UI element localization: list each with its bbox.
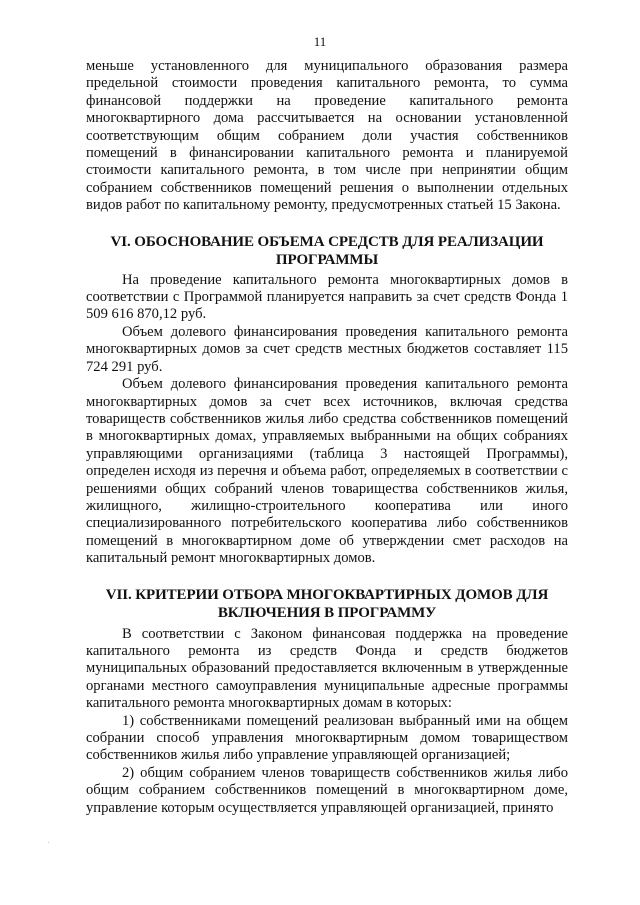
scan-speck: [48, 842, 49, 843]
paragraph-continuation: меньше установленного для муниципального образования размера предельной стоимости проведения капитального ремонта, то сумма финансовой поддержки на проведение капитального ремонта многоквартирного дома рассчитывается на основании установленной соответствующим общим собранием доли участия собственников помещений в финансировании капитального ремонта и планируемой стоимости капитального ремонта, в том числе при непринятии общим собранием собственников помещений решения о выполнении отдельных видов работ по капитальному ремонту, предусмотренных статьей 15 Закона.: [86, 58, 568, 214]
section-7-heading: VII. КРИТЕРИИ ОТБОРА МНОГОКВАРТИРНЫХ ДОМОВ ДЛЯ ВКЛЮЧЕНИЯ В ПРОГРАММУ: [105, 586, 549, 621]
section-6-paragraph-1: На проведение капитального ремонта многоквартирных домов в соответствии с Программой планируется направить за счет средств Фонда 1 509 616 870,12 руб.: [86, 271, 568, 323]
section-7-list-item-2: 2) общим собранием членов товариществ собственников жилья либо общим собранием собственников помещений в многоквартирном доме, управление которым осуществляется управляющей организацией, принято: [86, 764, 568, 816]
section-6-paragraph-3: Объем долевого финансирования проведения капитального ремонта многоквартирных домов за счет всех источников, включая средства товариществ собственников жилья либо средства собственников помещений в многоквартирных домах, управляемых выбранными на общих собраниях управляющими организациями (таблица 3 настоящей Программы), определен исходя из перечня и объема работ, определяемых в соответствии с решениями общих собраний членов товарищества собственников жилья, жилищного, жилищно-строительного кооператива или иного специализированного потребительского кооператива либо собственников помещений в многоквартирном доме об утверждении смет расходов на капитальный ремонт многоквартирных домов.: [86, 376, 568, 567]
page-body: [86, 58, 568, 817]
section-6-heading: VI. ОБОСНОВАНИЕ ОБЪЕМА СРЕДСТВ ДЛЯ РЕАЛИЗАЦИИ ПРОГРАММЫ: [110, 233, 544, 268]
section-7-list-item-1: 1) собственниками помещений реализован выбранный ими на общем собрании способ управления многоквартирным домом товариществом собственников жилья либо управление управляющей организацией;: [86, 712, 568, 764]
page-number: 11: [313, 34, 327, 49]
section-7-paragraph-1: В соответствии с Законом финансовая поддержка на проведение капитального ремонта из средств Фонда и средств бюджетов муниципальных образований предоставляется включенным в утвержденные органами местного самоуправления муниципальные адресные программы капитального ремонта многоквартирных домам в которых:: [86, 625, 568, 712]
section-6-paragraph-2: Объем долевого финансирования проведения капитального ремонта многоквартирных домов за счет средств местных бюджетов составляет 115 724 291 руб.: [86, 323, 568, 375]
